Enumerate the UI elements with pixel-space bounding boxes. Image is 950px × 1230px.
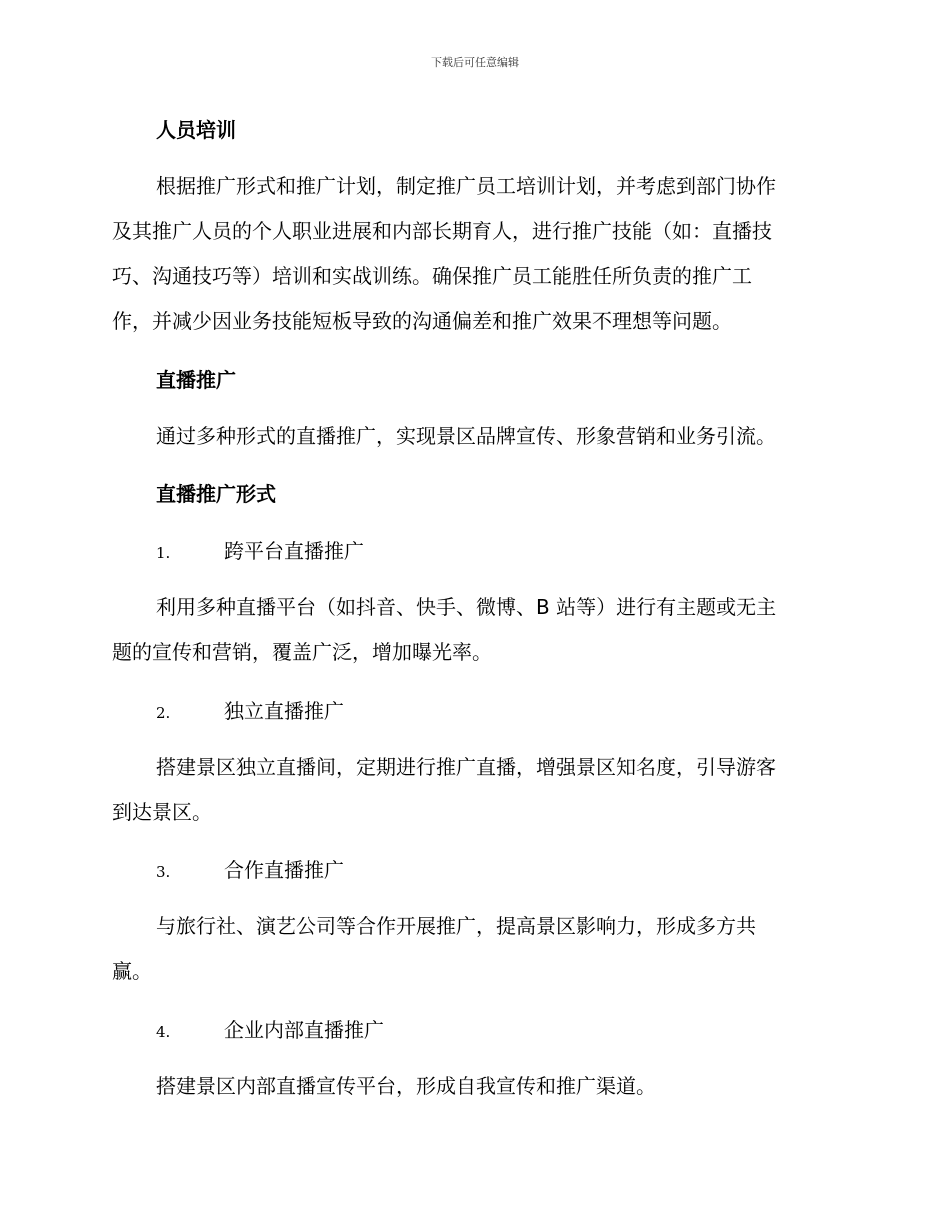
list-item-1	[156, 537, 364, 567]
list-label: 独立直播推广	[224, 699, 344, 723]
paragraph-line: 搭建景区独立直播间，定期进行推广直播，增强景区知名度，引导游客	[156, 755, 776, 779]
page-header: 下载后可任意编辑	[431, 56, 519, 69]
list-number: 2.	[156, 704, 171, 722]
paragraph-item-1	[112, 585, 836, 675]
list-item-4	[156, 1016, 384, 1046]
section-title-forms: 直播推广形式	[156, 482, 276, 506]
paragraph-line: 赢。	[112, 959, 152, 983]
section-title-live: 直播推广	[156, 368, 236, 392]
section-title-training: 人员培训	[156, 118, 236, 142]
paragraph-item-2	[112, 745, 836, 835]
list-label: 企业内部直播推广	[224, 1018, 384, 1042]
paragraph-line: 巧、沟通技巧等）培训和实战训练。确保推广员工能胜任所负责的推广工	[112, 264, 752, 288]
paragraph-item-3	[112, 904, 836, 994]
list-label: 合作直播推广	[224, 858, 344, 882]
paragraph-line: 及其推广人员的个人职业进展和内部长期育人，进行推广技能（如：直播技	[112, 219, 772, 243]
list-item-2	[156, 697, 344, 727]
paragraph-line: 到达景区。	[112, 800, 212, 824]
list-number: 3.	[156, 863, 171, 881]
paragraph-item-4	[112, 1064, 836, 1109]
list-number: 1.	[156, 544, 171, 562]
list-item-3	[156, 856, 344, 886]
paragraph-line: 作，并减少因业务技能短板导致的沟通偏差和推广效果不理想等问题。	[112, 309, 732, 333]
paragraph-line: 利用多种直播平台（如抖音、快手、微博、B 站等）进行有主题或无主	[156, 595, 777, 619]
paragraph-line: 与旅行社、演艺公司等合作开展推广，提高景区影响力，形成多方共	[156, 914, 756, 938]
list-number: 4.	[156, 1023, 171, 1041]
paragraph-training	[112, 164, 836, 344]
list-label: 跨平台直播推广	[224, 539, 364, 563]
paragraph-line: 根据推广形式和推广计划，制定推广员工培训计划，并考虑到部门协作	[156, 174, 776, 198]
paragraph-line: 通过多种形式的直播推广，实现景区品牌宣传、形象营销和业务引流。	[156, 424, 776, 448]
paragraph-live	[112, 414, 836, 459]
paragraph-line: 题的宣传和营销，覆盖广泛，增加曝光率。	[112, 640, 492, 664]
paragraph-line: 搭建景区内部直播宣传平台，形成自我宣传和推广渠道。	[156, 1074, 656, 1098]
